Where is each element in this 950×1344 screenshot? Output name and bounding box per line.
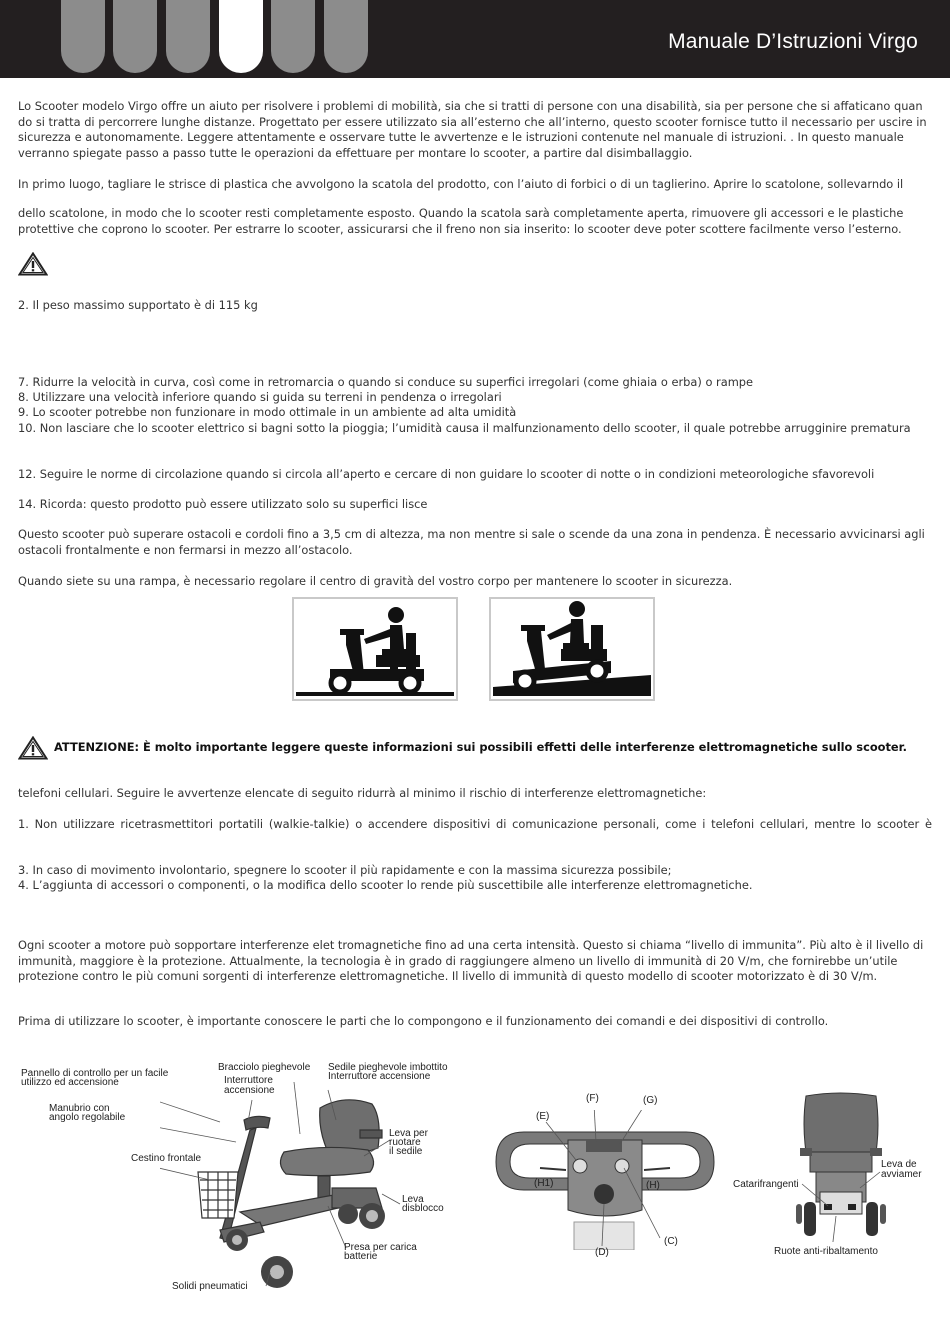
header-tab	[271, 0, 315, 73]
emi-item-4: 4. L’aggiunta di accessori o componenti, o la modifica dello scooter lo rende più suscettibile alle interferenze elettromagnetiche.	[18, 878, 753, 892]
header-tab	[61, 0, 105, 73]
label-sedile-2: Interruttore accensione	[328, 1071, 431, 1082]
header-tab	[166, 0, 210, 73]
obstacles-paragraph: Questo scooter può superare ostacoli e cordoli fino a 3,5 cm di altezza, ma non mentre si sale o scende da una zona in pendenza. È necessario avvicinarsi agli ostacoli frontalmente e non fermarsi in mezzo all’ostacolo.	[18, 527, 925, 557]
label-pannello-1: Pannello di controllo per un facile	[21, 1068, 169, 1079]
label-pannello-2: utilizzo ed accensione	[21, 1077, 119, 1088]
header-tab	[324, 0, 368, 73]
label-manubrio-2: angolo regolabile	[49, 1112, 126, 1123]
safety-item-12: 12. Seguire le norme di circolazione quando si circola all’aperto e cercare di non guidare lo scooter di notte o in condizioni meteorologiche sfavorevoli	[18, 467, 875, 481]
safety-item-9: 9. Lo scooter potrebbe non funzionare in modo ottimale in un ambiente ad alta umidità	[18, 405, 517, 419]
label-leva-2: ruotare	[389, 1137, 421, 1148]
label-sblocco-1: Leva	[402, 1194, 424, 1205]
scooter-side-diagram	[160, 1080, 410, 1300]
page-header	[0, 0, 950, 78]
label-g: (G)	[643, 1095, 658, 1106]
unpack-paragraph-1: In primo luogo, tagliare le strisce di plastica che avvolgono la scatola del prodotto, con l’aiuto di forbici o di un taglierino. Aprire lo scatolone, sollevarndo il	[18, 177, 904, 191]
label-h: (H)	[646, 1180, 660, 1191]
header-tab	[113, 0, 157, 73]
label-interruttore-1: Interruttore	[224, 1075, 273, 1086]
safety-item-8: 8. Utilizzare una velocità inferiore quando si guida su terreni in pendenza o irregolari	[18, 390, 502, 404]
safety-item-7: 7. Ridurre la velocità in curva, così come in retromarcia o quando si conduce su superfici irregolari (come ghiaia o erba) o rampe	[18, 375, 754, 389]
safety-item-14: 14. Ricorda: questo prodotto può essere utilizzato solo su superfici lisce	[18, 497, 428, 511]
label-avviamento-2: avviamer	[881, 1169, 922, 1180]
label-avviamento-1: Leva de	[881, 1159, 917, 1170]
emi-warning-title: ATTENZIONE: È molto importante leggere queste informazioni sui possibili effetti delle interferenze elettromagnetiche sullo scooter.	[54, 740, 907, 754]
emi-item-1: 1. Non utilizzare ricetrasmettitori portatili (walkie-talkie) o accendere dispositivi di comunicazione personali, come i telefoni cellulari, mentre lo scooter è	[18, 817, 932, 831]
immunity-paragraph: Ogni scooter a motore può sopportare interferenze elet tromagnetiche fino ad una certa intensità. Questo si chiama “livello di immunita”. Più alto è il livello di immunità, maggiore è la protezione. Attualmente, la tecnologia è in grado di raggiungere almeno un livello di immunità di 20 V/m, che fornirebbe un’utile protezione contro le più comuni sorgenti di interferenze elettromagnetiche. Il livello di immunità di questo modello di scooter motorizzato è di 30 V/m.	[18, 938, 924, 984]
label-d: (D)	[595, 1247, 609, 1258]
scooter-flat-icon	[294, 599, 456, 699]
label-cestino: Cestino frontale	[131, 1153, 202, 1164]
label-ruote: Ruote anti-ribaltamento	[774, 1246, 878, 1257]
label-c: (C)	[664, 1236, 678, 1247]
safety-item-10: 10. Non lasciare che lo scooter elettrico si bagni sotto la pioggia; l’umidità causa il malfunzionamento dello scooter, il quale potrebbe arrugginire prematura	[18, 421, 911, 435]
label-presa-1: Presa per carica	[344, 1242, 417, 1253]
label-sblocco-2: disblocco	[402, 1203, 444, 1214]
ramp-paragraph: Quando siete su una rampa, è necessario regolare il centro di gravità del vostro corpo per mantenere lo scooter in sicurezza.	[18, 574, 733, 588]
label-interruttore-2: accensione	[224, 1085, 275, 1096]
scooter-ramp-icon	[491, 599, 653, 699]
label-f: (F)	[586, 1093, 599, 1104]
label-solidi: Solidi pneumatici	[172, 1281, 248, 1292]
scooter-flat-picture	[292, 597, 458, 701]
unpack-paragraph-2: dello scatolone, in modo che lo scooter resti completamente esposto. Quando la scatola sarà completamente aperta, rimuovere gli accessori e le plastiche protettive che coprono lo scooter. Per estrarre lo scooter, assicurarsi che il freno non sia inserito: lo scooter deve poter scottere facilmente verso l’esterno.	[18, 206, 904, 236]
warning-triangle-icon	[18, 252, 48, 276]
parts-intro-line: Prima di utilizzare lo scooter, è importante conoscere le parti che lo compongono e il funzionamento dei comandi e dei dispositivi di controllo.	[18, 1014, 829, 1028]
scooter-ramp-picture	[489, 597, 655, 701]
emi-item-3: 3. In caso di movimento involontario, spegnere lo scooter il più rapidamente e con la massima sicurezza possibile;	[18, 863, 672, 877]
warning-triangle-icon	[18, 736, 48, 760]
label-presa-2: batterie	[344, 1251, 378, 1262]
label-sedile-1: Sedile pieghevole imbottito	[328, 1062, 448, 1073]
label-leva-1: Leva per	[389, 1128, 428, 1139]
label-manubrio-1: Manubrio con	[49, 1103, 110, 1114]
label-bracciolo: Bracciolo pieghevole	[218, 1062, 311, 1073]
emi-intro-line: telefoni cellulari. Seguire le avvertenze elencate di seguito ridurrà al minimo il rischio di interferenze elettromagnetiche:	[18, 786, 707, 800]
page-title: Manuale D’Istruzioni Virgo	[668, 30, 918, 53]
intro-paragraph: Lo Scooter modelo Virgo offre un aiuto per risolvere i problemi di mobilità, sia che si tratti di persone con una disabilità, sia per persone che si affaticano quan do si tratta di percorrere lunghe distanze. Progettato per essere utilizzato sia all’esterno che all’interno, questo scooter fornisce tutto il necessario per uscire in sicurezza e autonomamente. Leggere attentamente e osservare tutte le avvertenze e le istruzioni contenute nel manuale di istruzioni. . In questo manuale verranno spiegate passo a passo tutte le operazioni da effettuare per montare lo scooter, a partire dal disimballaggio.	[18, 99, 927, 160]
control-panel-diagram	[494, 1110, 716, 1250]
scooter-rear-diagram	[790, 1092, 890, 1242]
label-catarifrangenti: Catarifrangenti	[733, 1179, 799, 1190]
label-leva-3: il sedile	[389, 1146, 423, 1157]
label-e: (E)	[536, 1111, 550, 1122]
safety-item-2: 2. Il peso massimo supportato è di 115 kg	[18, 298, 258, 312]
label-h1: (H1)	[534, 1178, 554, 1189]
header-tab-active	[219, 0, 263, 73]
